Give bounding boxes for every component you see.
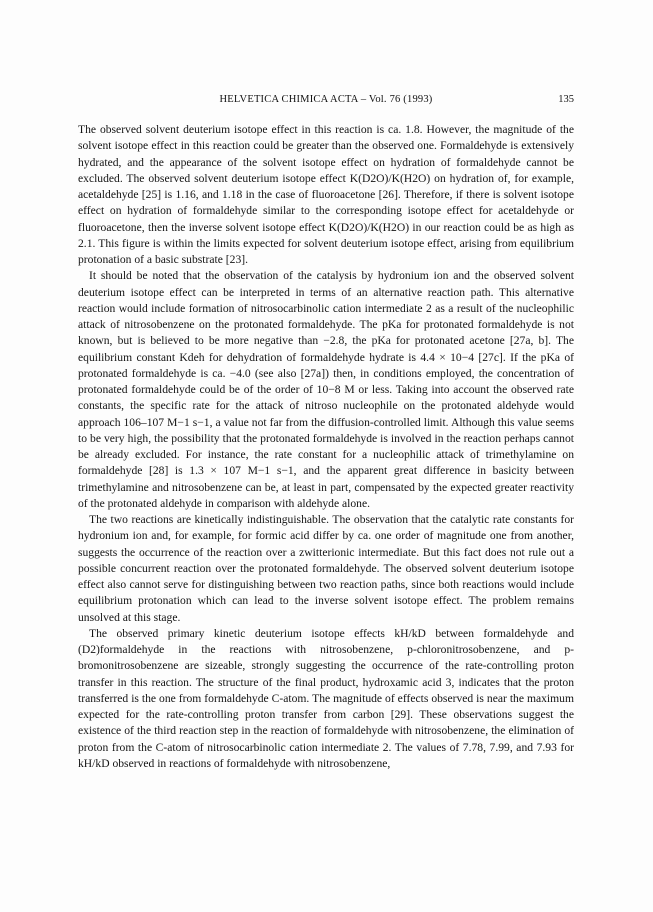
page-header: [78, 94, 574, 110]
running-title: HELVETICA CHIMICA ACTA – Vol. 76 (1993): [219, 94, 433, 105]
paragraph-3: The two reactions are kinetically indistinguishable. The observation that the catalytic rate constants for hydronium ion and, for example, for formic acid differ by ca. one order of magnitude one from another, suggests the occurrence of the reaction over a zwitterionic intermediate. But this fact does not rule out a possible concurrent reaction over the protonated formaldehyde. The observed solvent deuterium isotope effect also cannot serve for distinguishing between two reaction paths, since both reactions would include equilibrium protonation which can lead to the inverse solvent isotope effect. The problem remains unsolved at this stage.: [78, 513, 574, 624]
paragraph-1: The observed solvent deuterium isotope effect in this reaction is ca. 1.8. However, the magnitude of the solvent isotope effect in this reaction could be greater than the observed one. Formaldehyde is extensively hydrated, and the appearance of the solvent isotope effect on hydration of formaldehyde cannot be excluded. The observed solvent deuterium isotope effect K(D2O)/K(H2O) on hydration of, for example, acetaldehyde [25] is 1.16, and 1.18 in the case of fluoroacetone [26]. Therefore, if there is solvent isotope effect on hydration of formaldehyde similar to the corresponding isotope effect for acetaldehyde or fluoroacetone, then the inverse solvent isotope effect K(D2O)/K(H2O) in our reaction could be as high as 2.1. This figure is within the limits expected for solvent deuterium isotope effect, arising from equilibrium protonation of a basic substrate [23].: [78, 123, 574, 266]
body-text: [78, 122, 574, 772]
paragraph-2: It should be noted that the observation of the catalysis by hydronium ion and the observed solvent deuterium isotope effect can be interpreted in terms of an alternative reaction path. This alternative reaction would include formation of nitrosocarbinolic cation intermediate 2 as a result of the nucleophilic attack of nitrosobenzene on the protonated formaldehyde. The pKa for protonated formaldehyde is not known, but is believed to be more negative than −2.8, the pKa for protonated acetone [27a, b]. The equilibrium constant Kdeh for dehydration of formaldehyde hydrate is 4.4 × 10−4 [27c]. If the pKa of protonated formaldehyde is ca. −4.0 (see also [27a]) then, in conditions employed, the concentration of protonated formaldehyde could be of the order of 10−8 M or less. Taking into account the observed rate constants, the specific rate for the attack of nitroso nucleophile on the protonated aldehyde would approach 106–107 M−1 s−1, a value not far from the diffusion-controlled limit. Although this value seems to be very high, the possibility that the protonated formaldehyde is involved in the reaction perhaps cannot be already excluded. For instance, the rate constant for a nucleophilic attack of trimethylamine on formaldehyde [28] is 1.3 × 107 M−1 s−1, and the apparent great difference in basicity between trimethylamine and nitrosobenzene can be, at least in part, compensated by the expected greater reactivity of the protonated aldehyde in comparison with aldehyde alone.: [78, 269, 574, 510]
page-number: 135: [558, 94, 574, 105]
paragraph-4: The observed primary kinetic deuterium isotope effects kH/kD between formaldehyde and (D2)formaldehyde in the reactions with nitrosobenzene, p-chloronitrosobenzene, and p-bromonitrosobenzene are sizeable, strongly suggesting the occurrence of the rate-controlling proton transfer in this reaction. The structure of the final product, hydroxamic acid 3, indicates that the proton transferred is the one from formaldehyde C-atom. The magnitude of effects observed is near the maximum expected for the rate-controlling proton transfer from carbon [29]. These observations suggest the existence of the third reaction step in the reaction of formaldehyde with nitrosobenzene, the elimination of proton from the C-atom of nitrosocarbinolic cation intermediate 2. The values of 7.78, 7.99, and 7.93 for kH/kD observed in reactions of formaldehyde with nitrosobenzene,: [78, 626, 574, 770]
